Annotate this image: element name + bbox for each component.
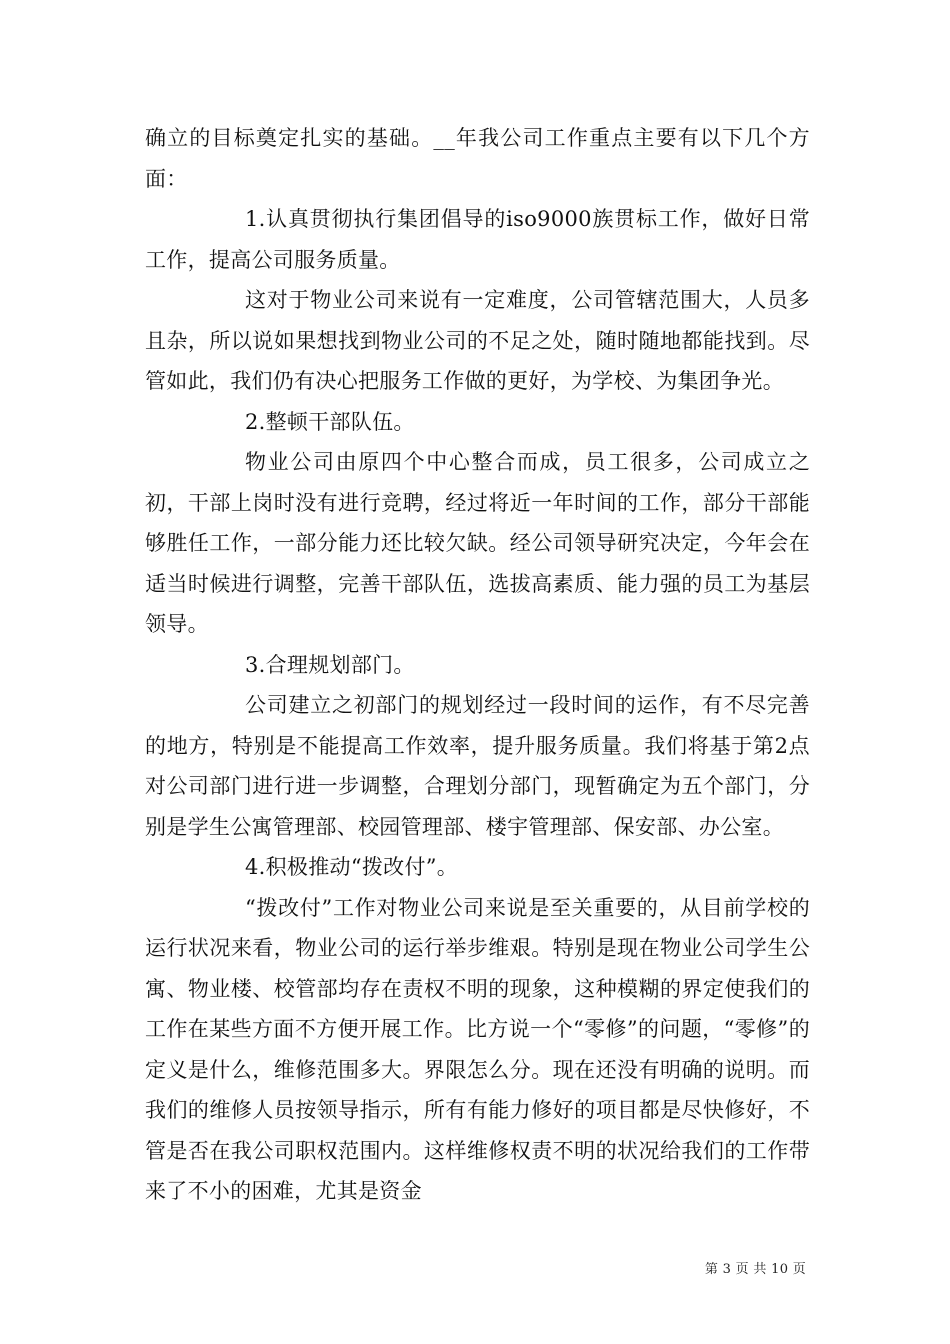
item-heading-2: 2.整顿干部队伍。 bbox=[245, 409, 415, 434]
paragraph-item-3-body: 公司建立之初部门的规划经过一段时间的运作，有不尽完善的地方，特别是不能提高工作效率，提升服务质量。我们将基于第2点对公司部门进行进一步调整，合理划分部门，现暂确定为五个部门，分别是学生公寓管理部、校园管理部、楼宇管理部、保安部、办公室。 bbox=[145, 693, 810, 839]
paragraph-intro-continuation: 确立的目标奠定扎实的基础。__年我公司工作重点主要有以下几个方面： bbox=[145, 126, 810, 191]
item-heading-4: 4.积极推动“拨改付”。 bbox=[245, 855, 459, 879]
item-heading-1: 1.认真贯彻执行集团倡导的iso9000族贯标工作，做好日常工作，提高公司服务质量。 bbox=[145, 207, 810, 272]
document-body bbox=[145, 118, 810, 1212]
paragraph-item-2-body: 物业公司由原四个中心整合而成，员工很多，公司成立之初，干部上岗时没有进行竞聘，经过将近一年时间的工作，部分干部能够胜任工作，一部分能力还比较欠缺。经公司领导研究决定，今年会在适当时候进行调整，完善干部队伍，选拔高素质、能力强的员工为基层领导。 bbox=[145, 450, 810, 636]
page-number-footer: 第 3 页 共 10 页 bbox=[704, 1262, 806, 1277]
item-heading-3: 3.合理规划部门。 bbox=[245, 652, 415, 677]
paragraph-item-1-body: 这对于物业公司来说有一定难度，公司管辖范围大，人员多且杂，所以说如果想找到物业公司的不足之处，随时随地都能找到。尽管如此，我们仍有决心把服务工作做的更好，为学校、为集团争光。 bbox=[145, 288, 810, 393]
paragraph-item-4-body: “拨改付”工作对物业公司来说是至关重要的，从目前学校的运行状况来看，物业公司的运行举步维艰。特别是现在物业公司学生公寓、物业楼、校管部均存在责权不明的现象，这种模糊的界定使我们的工作在某些方面不方便开展工作。比方说一个“零修”的问题，“零修”的定义是什么，维修范围多大。界限怎么分。现在还没有明确的说明。而我们的维修人员按领导指示，所有有能力修好的项目都是尽快修好，不管是否在我公司职权范围内。这样维修权责不明的状况给我们的工作带来了不小的困难，尤其是资金 bbox=[145, 895, 810, 1203]
